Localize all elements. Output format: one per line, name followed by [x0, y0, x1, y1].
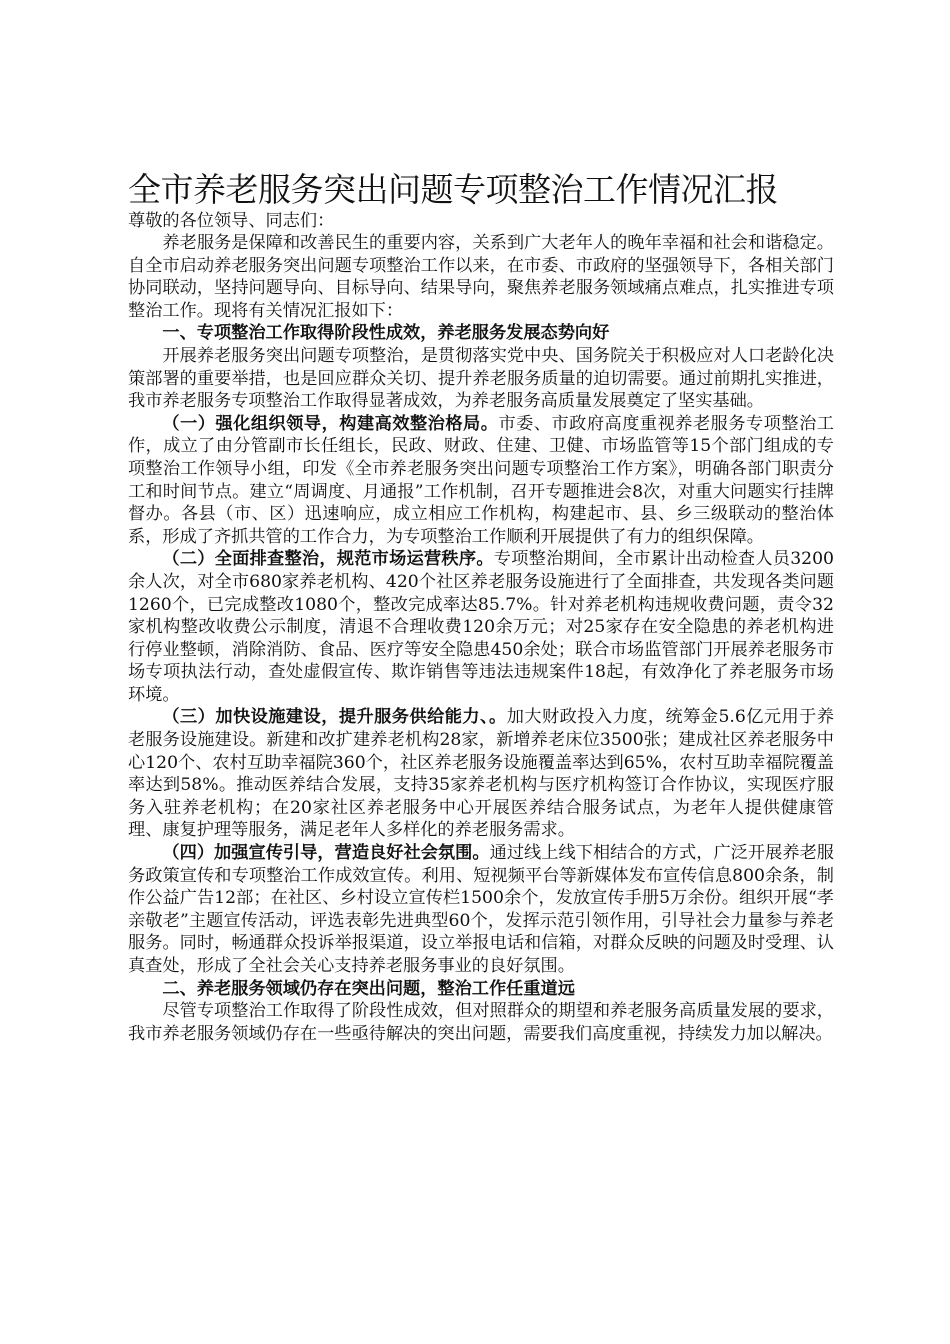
document-title: 全市养老服务突出问题专项整治工作情况汇报: [128, 170, 778, 209]
item-3-lead: （三）加快设施建设，提升服务供给能力、。: [162, 707, 507, 728]
section-1-intro: 开展养老服务突出问题专项整治，是贯彻落实党中央、国务院关于积极应对人口老龄化决策部署的重要举措，也是回应群众关切、提升养老服务质量的迫切需要。通过前期扎实推进，我市养老服务专项整治工作取得显著成效，为养老服务高质量发展奠定了坚实基础。: [128, 345, 834, 412]
section-2-heading: 二、养老服务领域仍存在突出问题，整治工作任重道远: [162, 978, 575, 999]
item-2-text: 专项整治期间，全市累计出动检查人员3200余人次，对全市680家养老机构、420个社区养老服务设施进行了全面排查，共发现各类问题1260个，已完成整改1080个，整改完成率达85.7%。针对养老机构违规收费问题，责令32家机构整改收费公示制度，清退不合理收费120余万元；对25家存在安全隐患的养老机构进行停业整顿，消除消防、食品、医疗等安全隐患450余处；联合市场监管部门开展养老服务市场专项执法行动，查处虚假宣传、欺诈销售等违法违规案件18起，有效净化了养老服务市场环境。: [128, 549, 834, 705]
item-4-lead: （四）加强宣传引导，营造良好社会氛围。: [162, 843, 490, 864]
intro-paragraph: 养老服务是保障和改善民生的重要内容，关系到广大老年人的晚年幸福和社会和谐稳定。自全市启动养老服务突出问题专项整治工作以来，在市委、市政府的坚强领导下，各相关部门协同联动，坚持问题导向、目标导向、结果导向，聚焦养老服务领域痛点难点，扎实推进专项整治工作。现将有关情况汇报如下：: [128, 233, 834, 321]
section-2-intro: 尽管专项整治工作取得了阶段性成效，但对照群众的期望和养老服务高质量发展的要求，我市养老服务领域仍存在一些亟待解决的突出问题，需要我们高度重视，持续发力加以解决。: [128, 1001, 834, 1044]
item-1-lead: （一）强化组织领导，构建高效整治格局。: [162, 413, 499, 434]
item-4-text: 通过线上线下相结合的方式，广泛开展养老服务政策宣传和专项整治工作成效宣传。利用、短视频平台等新媒体发布宣传信息800余条，制作公益广告12部；在社区、乡村设立宣传栏1500余个，发放宣传手册5万余份。组织开展“孝亲敬老”主题宣传活动，评选表彰先进典型60个，发挥示范引领作用，引导社会力量参与养老服务。同时，畅通群众投诉举报渠道，设立举报电话和信箱，对群众反映的问题及时受理、认真查处，形成了全社会关心支持养老服务事业的良好氛围。: [128, 843, 834, 976]
section-1-heading: 一、专项整治工作取得阶段性成效，养老服务发展态势向好: [162, 323, 610, 344]
item-3-text: 加大财政投入力度，统筹金5.6亿元用于养老服务设施建设。新建和改扩建养老机构28家，新增养老床位3500张；建成社区养老服务中心120个、农村互助幸福院360个，社区养老服务设施覆盖率达到65%，农村互助幸福院覆盖率达到58%。推动医养结合发展，支持35家养老机构与医疗机构签订合作协议，实现医疗服务入驻养老机构；在20家社区养老服务中心开展医养结合服务试点，为老年人提供健康管理、康复护理等服务，满足老年人多样化的养老服务需求。: [128, 707, 835, 841]
document-page: [128, 170, 834, 1045]
item-1-text: 市委、市政府高度重视养老服务专项整治工作，成立了由分管副市长任组长，民政、财政、住建、卫健、市场监管等15个部门组成的专项整治工作领导小组，印发《全市养老服务突出问题专项整治工作方案》，明确各部门职责分工和时间节点。建立“周调度、月通报”工作机制，召开专题推进会8次，对重大问题实行挂牌督办。各县（市、区）迅速响应，成立相应工作机构，构建起市、县、乡三级联动的整治体系，形成了齐抓共管的工作合力，为专项整治工作顺利开展提供了有力的组织保障。: [128, 413, 834, 547]
section-1-item-3: [128, 706, 834, 842]
salutation: 尊敬的各位领导、同志们：: [128, 211, 335, 231]
section-1-item-2: [128, 548, 834, 706]
section-1-item-4: [128, 842, 834, 978]
section-1-item-1: [128, 413, 834, 549]
item-2-lead: （二）全面排查整治，规范市场运营秩序。: [162, 549, 494, 570]
